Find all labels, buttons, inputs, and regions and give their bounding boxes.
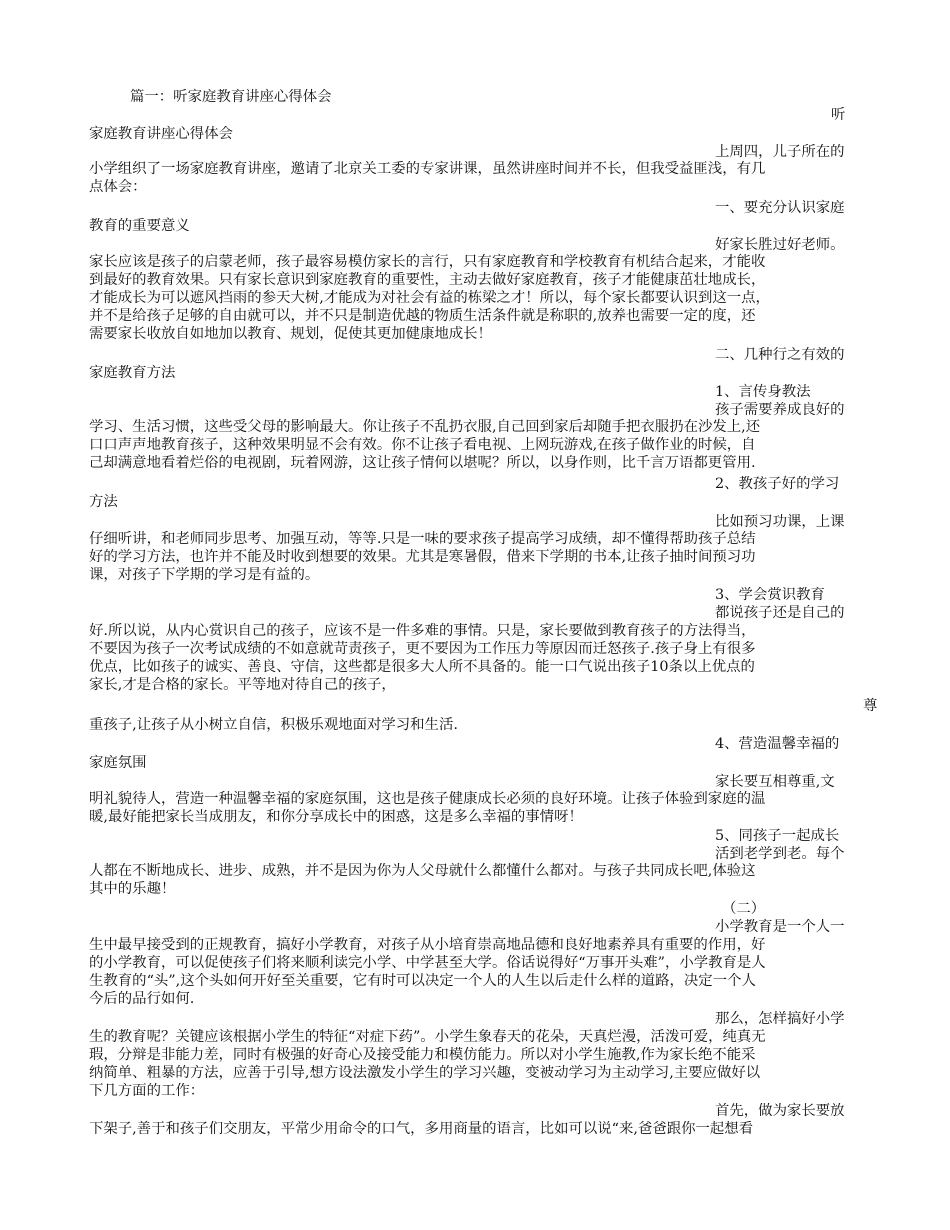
text-line: 好的学习方法，也许并不能及时收到想要的效果。尤其是寒暑假，借来下学期的书本,让孩子抽时间预习功 [89,549,756,565]
subsection-heading: 家庭氛围 [89,755,147,771]
text-line: 听 [831,107,846,123]
text-line: 重孩子,让孩子从小树立自信，积极乐观地面对学习和生活. [89,717,458,733]
text-line: 其中的乐趣！ [89,881,176,897]
text-line: 暖,最好能把家长当成朋友，和你分享成长中的困惑，这是多么幸福的事情呀！ [89,809,583,825]
text-line: 需要家长收放自如地加以教育、规划，促使其更加健康地成长！ [89,326,492,342]
text-line: 今后的品行如何. [89,991,195,1007]
text-line: 仔细听讲，和老师同步思考、加强互动，等等.只是一味的要求孩子提高学习成绩，却不懂得帮助孩子总结 [89,531,756,547]
text-line: 学习、生活习惯，这些受父母的影响最大。你让孩子不乱扔衣服,自己回到家后却随手把衣服扔在沙发上,还 [89,419,761,435]
subsection-heading: 4、营造温馨幸福的 [715,736,840,752]
text-line: 生教育的“头”,这个头如何开好至关重要，它有时可以决定一个人的人生以后走什么样的道路，决定一个人 [89,973,756,989]
text-line: 都说孩子还是自己的 [715,605,845,621]
text-line: 不要因为孩子一次考试成绩的不如意就苛责孩子，更不要因为工作压力等原因而迁怒孩子.孩子身上有很多 [89,641,756,657]
subsection-heading: 5、同孩子一起成长 [715,828,840,844]
text-line: 优点，比如孩子的诚实、善良、守信，这些都是很多大人所不具备的。能一口气说出孩子10条以上优点的 [89,659,755,675]
text-line: 活到老学到老。每个 [715,846,845,862]
text-line: 那么，怎样搞好小学 [715,1011,845,1027]
text-line: 好.所以说，从内心赏识自己的孩子，应该不是一件多难的事情。只是，家长要做到教育孩子的方法得当， [89,623,756,639]
text-line: 家长应该是孩子的启蒙老师，孩子最容易模仿家长的言行，只有家庭教育和学校教育有机结合起来，才能收 [89,254,766,270]
text-line: 的小学教育，可以促使孩子们将来顺利读完小学、中学甚至大学。俗话说得好“万事开头难”，小学教育是人 [89,955,766,971]
section-heading: 一、要充分认识家庭 [715,200,845,216]
text-line: 点体会： [89,179,147,195]
text-line: 家长,才是合格的家长。平等地对待自己的孩子， [89,677,396,693]
subsection-heading: 1、言传身教法 [715,384,811,400]
text-line: 下架子,善于和孩子们交朋友，平常少用命令的口气，多用商量的语言，比如可以说“来,爸爸跟你一起想看 [89,1121,754,1137]
section-heading: 教育的重要意义 [89,218,190,234]
text-line: 纳简单、粗暴的方法，应善于引导,想方设法激发小学生的学习兴趣，变被动学习为主动学习,主要应做好以 [89,1065,761,1081]
text-line: 家长要互相尊重,文 [715,774,835,790]
text-line: 到最好的教育效果。只有家长意识到家庭教育的重要性，主动去做好家庭教育，孩子才能健康茁壮地成长， [89,272,766,288]
text-line: 生的教育呢？关键应该根据小学生的特征“对症下药”。小学生象春天的花朵，天真烂漫，活泼可爱，纯真无 [89,1029,766,1045]
document-title: 篇一：听家庭教育讲座心得体会 [130,89,332,105]
text-line: 己却满意地看着烂俗的电视剧，玩着网游，这让孩子情何以堪呢？所以，以身作则，比千言万语都更管用. [89,455,756,471]
text-line: 下几方面的工作： [89,1083,205,1099]
section-heading: 家庭教育方法 [89,365,176,381]
text-line: 小学组织了一场家庭教育讲座，邀请了北京关工委的专家讲课，虽然讲座时间并不长，但我受益匪浅，有几 [89,161,766,177]
text-line: 课，对孩子下学期的学习是有益的。 [89,567,320,583]
text-line: 瑕，分辩是非能力差，同时有极强的好奇心及接受能力和模仿能力。所以对小学生施教,作为家长绝不能采 [89,1047,756,1063]
text-line: 人都在不断地成长、进步、成熟，并不是因为你为人父母就什么都懂什么都对。与孩子共同成长吧,体验这 [89,863,756,879]
subsection-heading: 3、学会赏识教育 [715,587,825,603]
text-line: 小学教育是一个人一 [715,919,845,935]
text-line: 明礼貌待人，营造一种温馨幸福的家庭氛围，这也是孩子健康成长必须的良好环境。让孩子体验到家庭的温 [89,791,766,807]
text-line: 首先，做为家长要放 [715,1103,845,1119]
text-line: 好家长胜过好老师。 [715,237,845,253]
text-line: 上周四，儿子所在的 [715,144,845,160]
section-heading: （二） [722,901,766,917]
text-line: 孩子需要养成良好的 [715,402,845,418]
text-line: 家庭教育讲座心得体会 [89,126,233,142]
text-line: 尊 [863,698,878,714]
section-heading: 二、几种行之有效的 [715,347,845,363]
subsection-heading: 2、教孩子好的学习 [715,476,840,492]
text-line: 生中最早接受到的正规教育，搞好小学教育，对孩子从小培育崇高地品德和良好地素养具有重要的作用，好 [89,937,766,953]
text-line: 比如预习功课，上课 [715,514,845,530]
text-line: 并不是给孩子足够的自由就可以，并不只是制造优越的物质生活条件就是称职的,放养也需要一定的度，还 [89,308,756,324]
text-line: 才能成长为可以遮风挡雨的参天大树,才能成为对社会有益的栋梁之才！所以，每个家长都要认识到这一点， [89,290,770,306]
text-line: 口口声声地教育孩子，这种效果明显不会有效。你不让孩子看电视、上网玩游戏,在孩子做作业的时候，自 [89,437,756,453]
subsection-heading: 方法 [89,494,118,510]
